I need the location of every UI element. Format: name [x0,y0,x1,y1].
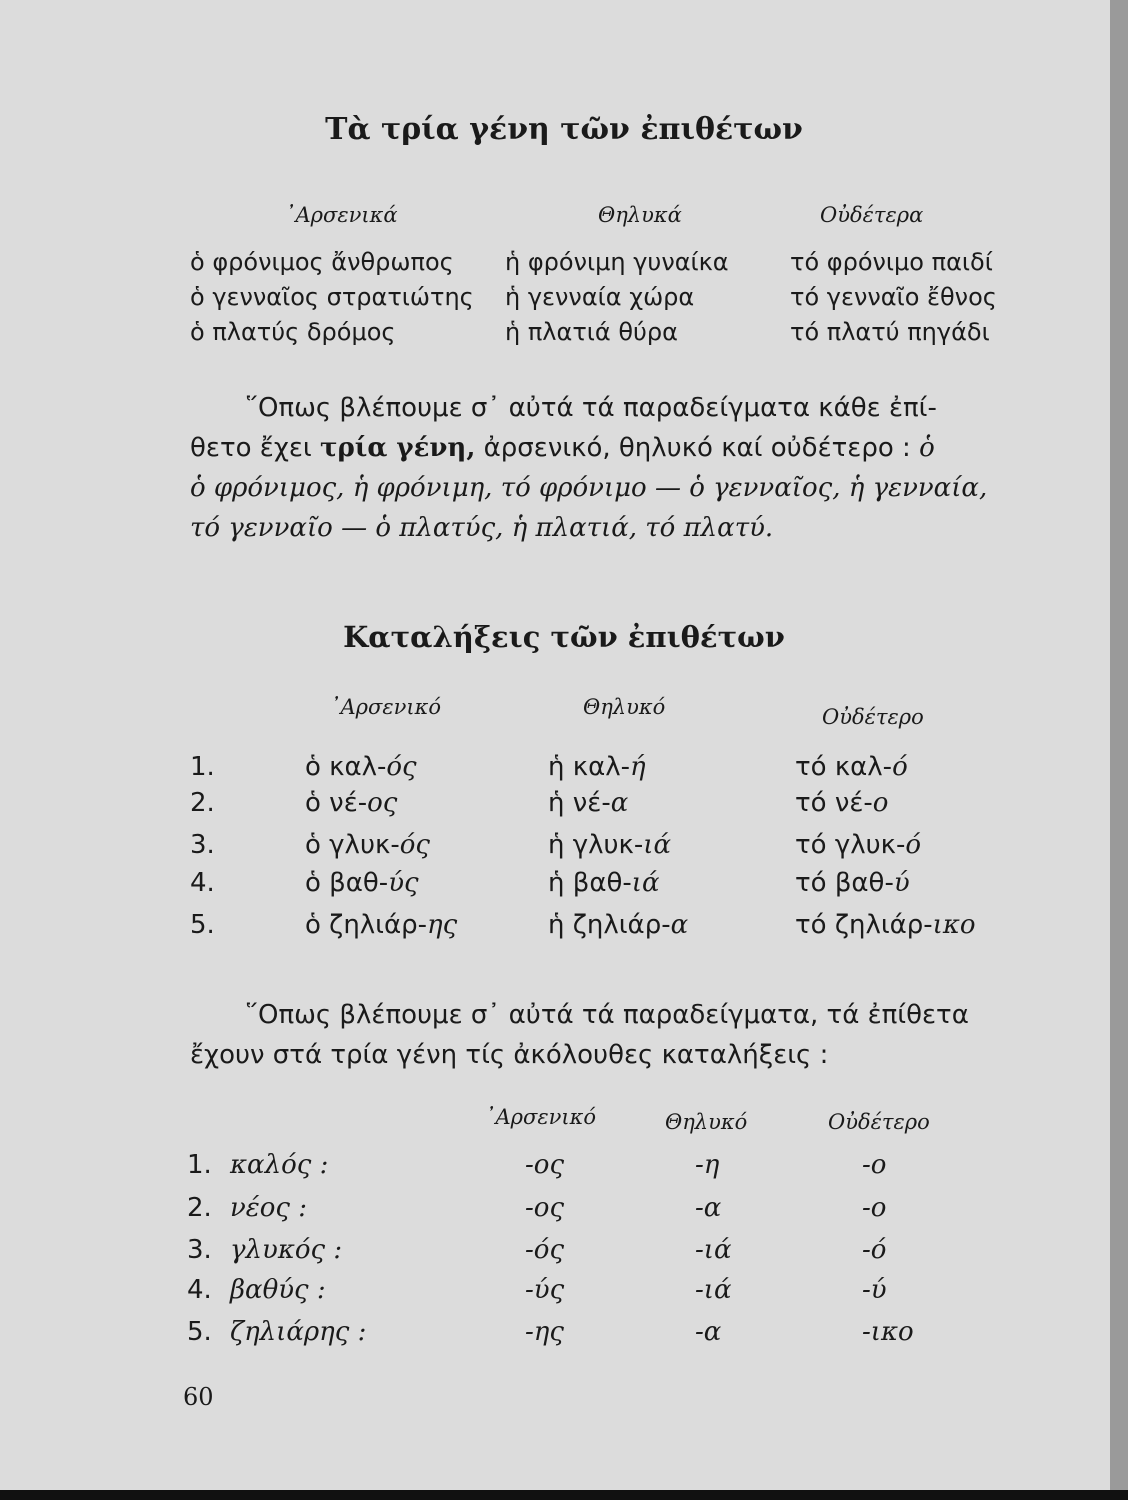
endings-row-number: 2. [190,788,215,818]
endings-neuter-cell: τό καλ-ό [795,752,908,782]
summary-row-number: 2. [187,1193,212,1223]
page-number: 60 [183,1383,214,1411]
summary-adjective: βαθύς : [230,1275,326,1305]
example-fem-2: ἡ γενναία χώρα [505,283,695,311]
bottom-edge [0,1490,1128,1500]
header-neuter: Οὐδέτερα [820,203,924,227]
summary-neuter-ending: -ύ [862,1275,887,1305]
example-masc-1: ὁ φρόνιμος ἄνθρωπος [190,248,454,276]
endings-row-number: 1. [190,752,215,782]
endings-header-feminine: Θηλυκό [583,695,666,719]
summary-feminine-ending: -α [695,1317,722,1347]
endings-row-number: 4. [190,868,215,898]
summary-adjective: ζηλιάρης : [230,1317,367,1347]
summary-feminine-ending: -η [695,1150,720,1180]
para1-line3: ὁ φρόνιμος, ἡ φρόνιμη, τό φρόνιμο — ὁ γενναῖος, ἡ γενναία, [190,473,988,503]
bold-three-genders: τρία γένη, [319,433,476,463]
section-title-genders: Τὰ τρία γένη τῶν ἐπιθέτων [325,112,803,147]
endings-neuter-cell: τό νέ-ο [795,788,889,818]
summary-header-masculine: ᾿Αρσενικό [485,1105,597,1129]
summary-masculine-ending: -ος [525,1150,564,1180]
example-fem-1: ἡ φρόνιμη γυναίκα [505,248,729,276]
endings-masculine-cell: ὁ γλυκ-ός [305,830,430,860]
example-neut-2: τό γενναῖο ἔθνος [790,283,997,311]
summary-masculine-ending: -ός [525,1235,564,1265]
endings-feminine-cell: ἡ βαθ-ιά [548,868,660,898]
para1-line2: θετο ἔχει τρία γένη, ἀρσενικό, θηλυκό καί οὐδέτερο : ὁ [190,433,935,463]
example-neut-3: τό πλατύ πηγάδι [790,318,990,346]
endings-masculine-cell: ὁ ζηλιάρ-ης [305,910,458,940]
summary-row-number: 5. [187,1317,212,1347]
summary-adjective: καλός : [230,1150,329,1180]
summary-adjective: γλυκός : [230,1235,343,1265]
summary-header-feminine: Θηλυκό [665,1110,748,1134]
endings-masculine-cell: ὁ βαθ-ύς [305,868,419,898]
paragraph-endings [190,995,1030,1075]
example-neut-1: τό φρόνιμο παιδί [790,248,993,276]
para1-line4: τό γενναῖο — ὁ πλατύς, ἡ πλατιά, τό πλατύ. [190,513,774,543]
header-masculine: ᾿Αρσενικά [285,203,398,227]
endings-header-masculine: ᾿Αρσενικό [330,695,442,719]
summary-masculine-ending: -ος [525,1193,564,1223]
page-edge [1110,0,1128,1500]
paragraph-genders [190,388,1030,548]
header-feminine: Θηλυκά [598,203,682,227]
example-masc-2: ὁ γενναῖος στρατιώτης [190,283,474,311]
endings-row-number: 5. [190,910,215,940]
para2-line2: ἔχουν στά τρία γένη τίς ἀκόλουθες καταλήξεις : [190,1040,829,1070]
example-masc-3: ὁ πλατύς δρόμος [190,318,396,346]
summary-masculine-ending: -ύς [525,1275,565,1305]
example-fem-3: ἡ πλατιά θύρα [505,318,678,346]
endings-row-number: 3. [190,830,215,860]
endings-header-neuter: Οὐδέτερο [822,705,924,729]
endings-feminine-cell: ἡ νέ-α [548,788,629,818]
summary-row-number: 3. [187,1235,212,1265]
summary-row-number: 4. [187,1275,212,1305]
summary-feminine-ending: -ιά [695,1275,732,1305]
endings-feminine-cell: ἡ καλ-ή [548,752,646,782]
summary-feminine-ending: -ιά [695,1235,732,1265]
endings-feminine-cell: ἡ γλυκ-ιά [548,830,672,860]
endings-feminine-cell: ἡ ζηλιάρ-α [548,910,689,940]
summary-masculine-ending: -ης [525,1317,564,1347]
summary-adjective: νέος : [230,1193,307,1223]
endings-masculine-cell: ὁ καλ-ός [305,752,417,782]
summary-neuter-ending: -ικο [862,1317,914,1347]
para1-line1: ῞Οπως βλέπουμε σ᾿ αὐτά τά παραδείγματα κάθε ἐπί- [245,393,937,423]
endings-neuter-cell: τό βαθ-ύ [795,868,910,898]
summary-neuter-ending: -ο [862,1150,887,1180]
section-title-endings: Καταλήξεις τῶν ἐπιθέτων [343,620,785,654]
summary-feminine-ending: -α [695,1193,722,1223]
endings-neuter-cell: τό ζηλιάρ-ικο [795,910,976,940]
summary-neuter-ending: -ο [862,1193,887,1223]
endings-neuter-cell: τό γλυκ-ό [795,830,922,860]
summary-header-neuter: Οὐδέτερο [828,1110,930,1134]
summary-row-number: 1. [187,1150,212,1180]
summary-neuter-ending: -ό [862,1235,887,1265]
para2-line1: ῞Οπως βλέπουμε σ᾿ αὐτά τά παραδείγματα, τά ἐπίθετα [245,1000,969,1030]
endings-masculine-cell: ὁ νέ-ος [305,788,398,818]
